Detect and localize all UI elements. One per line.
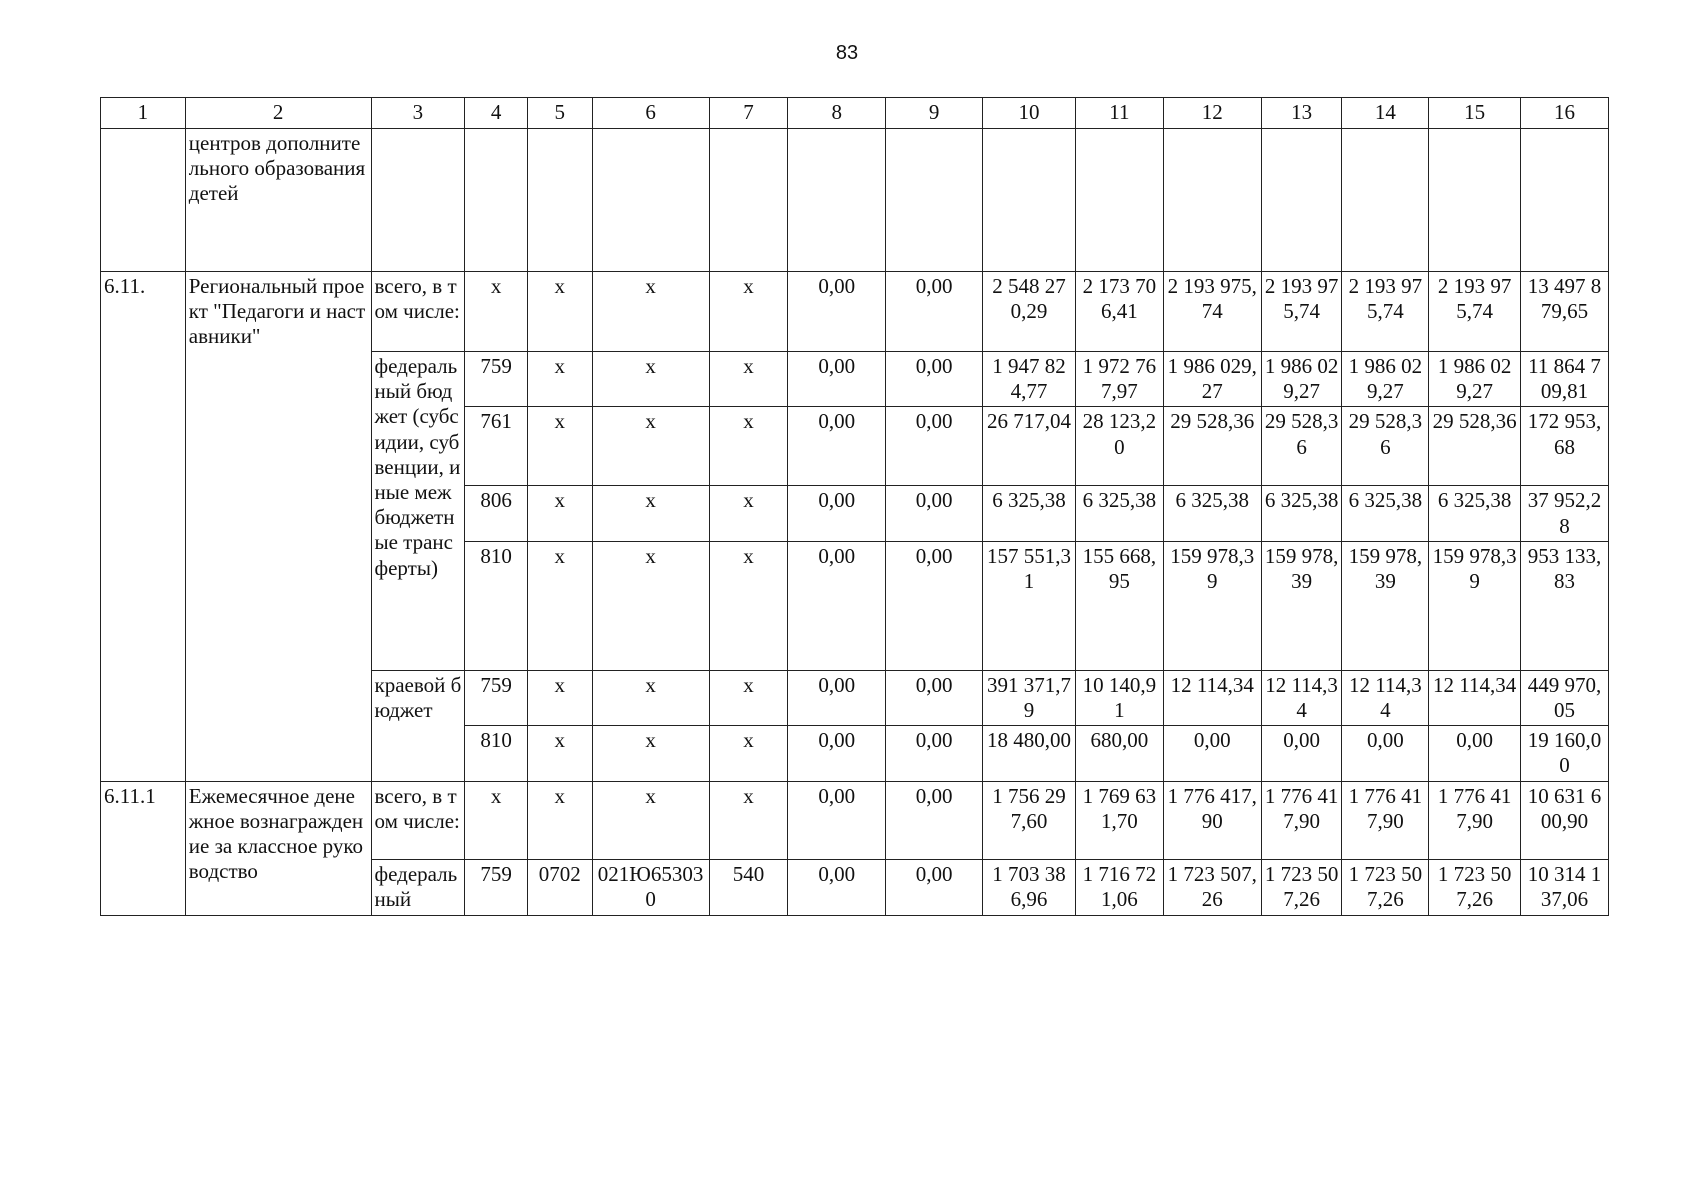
value-cell: 1 723 507,26 (1342, 859, 1429, 915)
value-cell: 2 193 975,74 (1429, 272, 1521, 352)
value-cell: х (527, 407, 592, 486)
value-cell: 29 528,36 (1429, 407, 1521, 486)
value-cell: х (592, 486, 709, 541)
value-cell: х (527, 781, 592, 859)
value-cell: х (527, 486, 592, 541)
row-code: 6.11. (101, 272, 186, 782)
value-cell: 159 978,39 (1429, 541, 1521, 670)
value-cell: 37 952,28 (1521, 486, 1609, 541)
value-cell: 1 723 507,26 (1163, 859, 1261, 915)
value-cell: 159 978,39 (1163, 541, 1261, 670)
value-cell: 1 716 721,06 (1075, 859, 1163, 915)
value-cell: 0,00 (886, 670, 983, 725)
empty-cell (709, 129, 788, 272)
column-header: 8 (788, 98, 886, 129)
value-cell: 953 133,83 (1521, 541, 1609, 670)
value-cell: 0,00 (1261, 726, 1342, 781)
value-cell: х (527, 352, 592, 407)
value-cell: 759 (465, 670, 528, 725)
value-cell: 6 325,38 (1163, 486, 1261, 541)
value-cell: 0,00 (788, 541, 886, 670)
value-cell: 0,00 (886, 541, 983, 670)
value-cell: 29 528,36 (1261, 407, 1342, 486)
value-cell: 0,00 (886, 859, 983, 915)
column-header: 16 (1521, 98, 1609, 129)
source-label: федеральный бюджет (субсидии, субвенции, иные межбюджетные трансферты) (371, 352, 465, 671)
value-cell: 0,00 (886, 407, 983, 486)
value-cell: 6 325,38 (1429, 486, 1521, 541)
value-cell: 761 (465, 407, 528, 486)
value-cell: 18 480,00 (983, 726, 1076, 781)
value-cell: 0702 (527, 859, 592, 915)
value-cell: 021Ю653030 (592, 859, 709, 915)
value-cell: х (527, 272, 592, 352)
value-cell: 0,00 (886, 726, 983, 781)
value-cell: 10 631 600,90 (1521, 781, 1609, 859)
value-cell: 13 497 879,65 (1521, 272, 1609, 352)
empty-cell (983, 129, 1076, 272)
value-cell: 19 160,00 (1521, 726, 1609, 781)
value-cell: х (465, 272, 528, 352)
value-cell: 0,00 (788, 407, 886, 486)
column-header: 15 (1429, 98, 1521, 129)
value-cell: х (592, 670, 709, 725)
value-cell: 1 723 507,26 (1261, 859, 1342, 915)
value-cell: 2 193 975,74 (1163, 272, 1261, 352)
value-cell: 0,00 (886, 352, 983, 407)
column-header: 13 (1261, 98, 1342, 129)
value-cell: х (709, 352, 788, 407)
value-cell: 1 986 029,27 (1163, 352, 1261, 407)
column-header: 10 (983, 98, 1076, 129)
value-cell: 1 986 029,27 (1261, 352, 1342, 407)
table-row (101, 272, 1609, 352)
value-cell: 1 776 417,90 (1261, 781, 1342, 859)
value-cell: 1 986 029,27 (1429, 352, 1521, 407)
value-cell: 0,00 (788, 670, 886, 725)
source-label: всего, в том числе: (371, 781, 465, 859)
source-label: краевой бюджет (371, 670, 465, 781)
value-cell: 0,00 (788, 781, 886, 859)
value-cell: 680,00 (1075, 726, 1163, 781)
value-cell: 172 953,68 (1521, 407, 1609, 486)
table-row (101, 781, 1609, 859)
value-cell: 10 314 137,06 (1521, 859, 1609, 915)
value-cell: 2 173 706,41 (1075, 272, 1163, 352)
value-cell: 28 123,20 (1075, 407, 1163, 486)
value-cell: х (527, 726, 592, 781)
value-cell: 806 (465, 486, 528, 541)
value-cell: 1 986 029,27 (1342, 352, 1429, 407)
value-cell: х (709, 670, 788, 725)
empty-cell (1521, 129, 1609, 272)
column-header: 5 (527, 98, 592, 129)
source-label: федеральный (371, 859, 465, 915)
value-cell: х (592, 541, 709, 670)
value-cell: х (709, 407, 788, 486)
value-cell: х (709, 726, 788, 781)
value-cell: 12 114,34 (1261, 670, 1342, 725)
empty-cell (1075, 129, 1163, 272)
value-cell: х (709, 541, 788, 670)
value-cell: 0,00 (886, 272, 983, 352)
value-cell: х (527, 670, 592, 725)
value-cell: 391 371,79 (983, 670, 1076, 725)
empty-cell (886, 129, 983, 272)
value-cell: 159 978,39 (1342, 541, 1429, 670)
value-cell: 810 (465, 726, 528, 781)
value-cell: 0,00 (1429, 726, 1521, 781)
value-cell: х (465, 781, 528, 859)
value-cell: х (592, 272, 709, 352)
value-cell: 159 978,39 (1261, 541, 1342, 670)
empty-cell (1342, 129, 1429, 272)
empty-cell (1261, 129, 1342, 272)
value-cell: 12 114,34 (1429, 670, 1521, 725)
column-header: 6 (592, 98, 709, 129)
column-header: 4 (465, 98, 528, 129)
value-cell: 26 717,04 (983, 407, 1076, 486)
value-cell: 1 776 417,90 (1429, 781, 1521, 859)
empty-cell (465, 129, 528, 272)
value-cell: 1 723 507,26 (1429, 859, 1521, 915)
row-name: Ежемесячное денежное вознаграждение за классное руководство (185, 781, 371, 915)
value-cell: 0,00 (886, 486, 983, 541)
budget-table (100, 97, 1609, 916)
value-cell: 0,00 (886, 781, 983, 859)
header-row (101, 98, 1609, 129)
value-cell: 1 972 767,97 (1075, 352, 1163, 407)
value-cell: 0,00 (788, 859, 886, 915)
value-cell: 759 (465, 859, 528, 915)
column-header: 2 (185, 98, 371, 129)
value-cell: 29 528,36 (1342, 407, 1429, 486)
value-cell: 0,00 (788, 486, 886, 541)
column-header: 9 (886, 98, 983, 129)
value-cell: 0,00 (788, 352, 886, 407)
value-cell: 6 325,38 (983, 486, 1076, 541)
row-code: 6.11.1 (101, 781, 186, 915)
empty-cell (1163, 129, 1261, 272)
value-cell: х (592, 726, 709, 781)
value-cell: 2 193 975,74 (1342, 272, 1429, 352)
empty-cell (527, 129, 592, 272)
value-cell: х (527, 541, 592, 670)
value-cell: 11 864 709,81 (1521, 352, 1609, 407)
value-cell: х (592, 352, 709, 407)
value-cell: 759 (465, 352, 528, 407)
value-cell: х (709, 272, 788, 352)
value-cell: 0,00 (788, 272, 886, 352)
value-cell: х (592, 781, 709, 859)
value-cell: 1 769 631,70 (1075, 781, 1163, 859)
value-cell: 1 947 824,77 (983, 352, 1076, 407)
value-cell: 29 528,36 (1163, 407, 1261, 486)
value-cell: 2 548 270,29 (983, 272, 1076, 352)
value-cell: 6 325,38 (1261, 486, 1342, 541)
column-header: 1 (101, 98, 186, 129)
value-cell: 10 140,91 (1075, 670, 1163, 725)
empty-cell (1429, 129, 1521, 272)
value-cell: 12 114,34 (1163, 670, 1261, 725)
empty-cell (788, 129, 886, 272)
value-cell: 1 756 297,60 (983, 781, 1076, 859)
value-cell: 1 776 417,90 (1163, 781, 1261, 859)
column-header: 11 (1075, 98, 1163, 129)
value-cell: 449 970,05 (1521, 670, 1609, 725)
empty-cell (592, 129, 709, 272)
value-cell: 1 776 417,90 (1342, 781, 1429, 859)
value-cell: 810 (465, 541, 528, 670)
value-cell: 1 703 386,96 (983, 859, 1076, 915)
continuation-row (101, 129, 1609, 272)
column-header: 12 (1163, 98, 1261, 129)
row-code (101, 129, 186, 272)
empty-cell (371, 129, 465, 272)
row-name: Региональный проект "Педагоги и наставники" (185, 272, 371, 782)
value-cell: 155 668,95 (1075, 541, 1163, 670)
value-cell: 157 551,31 (983, 541, 1076, 670)
column-header: 3 (371, 98, 465, 129)
value-cell: 12 114,34 (1342, 670, 1429, 725)
value-cell: х (592, 407, 709, 486)
column-header: 14 (1342, 98, 1429, 129)
source-label: всего, в том числе: (371, 272, 465, 352)
value-cell: 6 325,38 (1342, 486, 1429, 541)
column-header: 7 (709, 98, 788, 129)
value-cell: 0,00 (1163, 726, 1261, 781)
page-number: 83 (835, 42, 859, 64)
row-name: центров дополнительного образования детей (185, 129, 371, 272)
value-cell: 540 (709, 859, 788, 915)
value-cell: 0,00 (788, 726, 886, 781)
value-cell: х (709, 781, 788, 859)
value-cell: х (709, 486, 788, 541)
value-cell: 0,00 (1342, 726, 1429, 781)
value-cell: 6 325,38 (1075, 486, 1163, 541)
value-cell: 2 193 975,74 (1261, 272, 1342, 352)
